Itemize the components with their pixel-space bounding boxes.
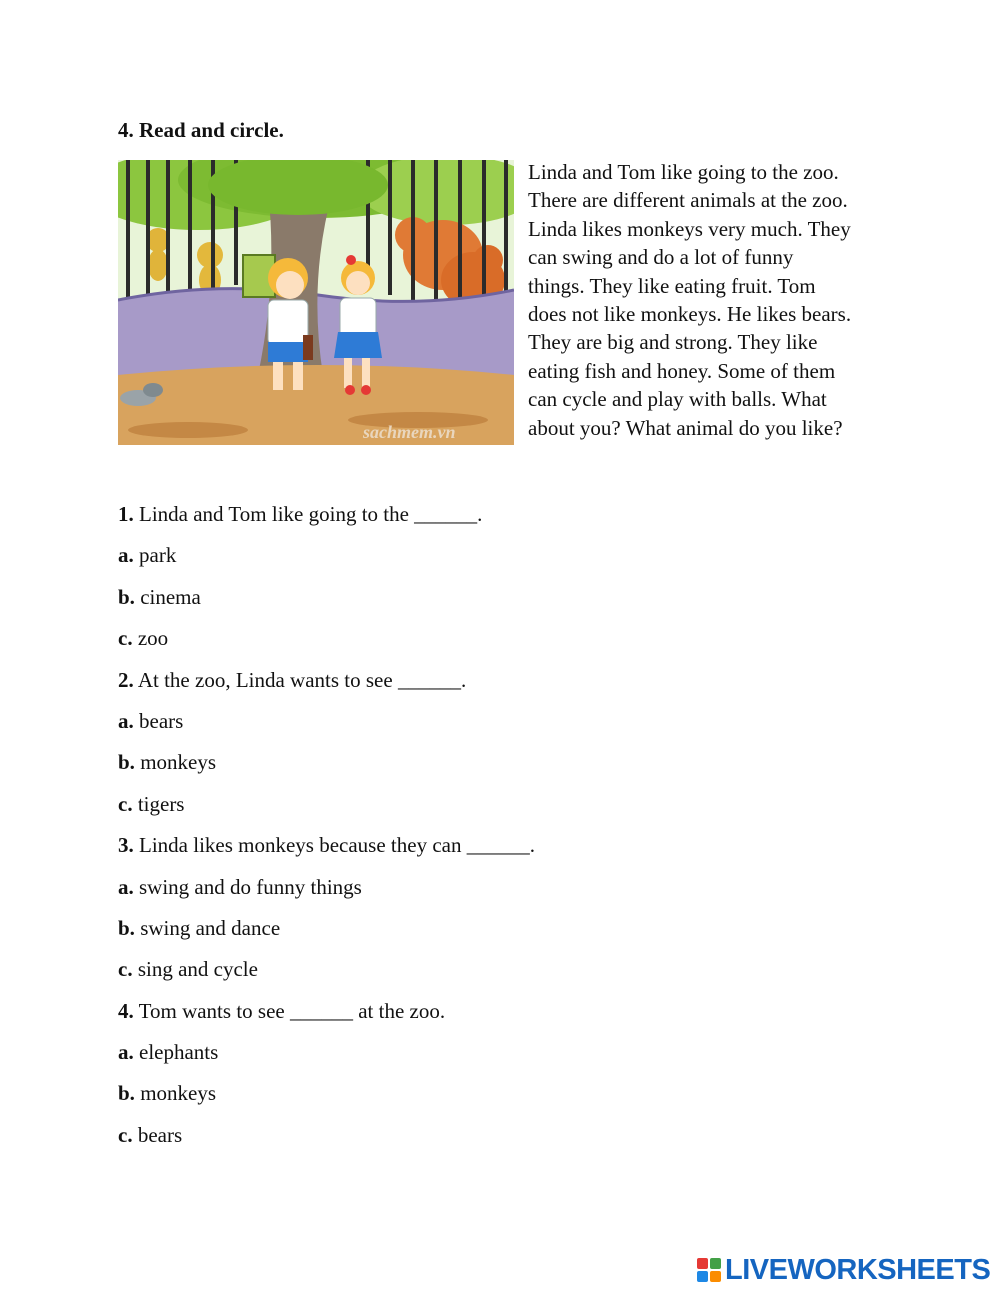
question-text: Tom wants to see ______ at the zoo. xyxy=(138,998,446,1023)
question-text: Linda likes monkeys because they can ______. xyxy=(139,833,535,858)
reading-passage xyxy=(528,158,900,442)
option-3a[interactable] xyxy=(118,875,818,916)
question-4 xyxy=(118,999,818,1040)
question-text: Linda and Tom like going to the ______. xyxy=(139,502,483,526)
option-2a[interactable] xyxy=(118,709,818,750)
question-number: 2. xyxy=(118,667,134,692)
question-3 xyxy=(118,833,818,874)
option-letter: c. xyxy=(118,626,133,651)
passage-line: can swing and do a lot of funny xyxy=(528,245,794,270)
question-2 xyxy=(118,668,818,709)
logo-tile-green xyxy=(710,1258,721,1269)
question-number: 4. xyxy=(118,998,134,1023)
question-number: 3. xyxy=(118,833,134,858)
option-text: monkeys xyxy=(140,1081,217,1106)
option-4a[interactable] xyxy=(118,1040,818,1081)
option-letter: b. xyxy=(118,915,135,940)
option-letter: a. xyxy=(118,1040,134,1065)
liveworksheets-logo-text: LIVEWORKSHEETS xyxy=(725,1253,991,1286)
logo-tile-blue xyxy=(697,1271,708,1282)
question-text: At the zoo, Linda wants to see ______. xyxy=(137,667,467,692)
option-letter: c. xyxy=(118,791,133,816)
passage-line: There are different animals at the zoo. xyxy=(528,188,848,213)
option-letter: b. xyxy=(118,584,135,609)
option-2b[interactable] xyxy=(118,750,818,791)
option-letter: c. xyxy=(118,1122,133,1147)
option-text: monkeys xyxy=(140,750,217,775)
option-3b[interactable] xyxy=(118,916,818,957)
zoo-illustration xyxy=(118,160,514,445)
passage-line: can cycle and play with balls. What xyxy=(528,387,827,412)
question-list xyxy=(118,502,818,1164)
question-number: 1. xyxy=(118,502,134,526)
passage-line: does not like monkeys. He likes bears. xyxy=(528,302,852,327)
option-text: park xyxy=(139,543,177,568)
passage-line: Linda likes monkeys very much. They xyxy=(528,216,851,241)
passage-line: eating fish and honey. Some of them xyxy=(528,358,836,383)
liveworksheets-logo-icon xyxy=(697,1258,721,1282)
option-4c[interactable] xyxy=(118,1123,818,1164)
option-letter: b. xyxy=(118,1081,135,1106)
option-letter: a. xyxy=(118,874,134,899)
option-text: bears xyxy=(137,1122,183,1147)
option-text: cinema xyxy=(140,584,201,609)
option-text: tigers xyxy=(137,791,185,816)
liveworksheets-logo[interactable] xyxy=(697,1254,990,1286)
option-letter: a. xyxy=(118,708,134,733)
option-text: sing and cycle xyxy=(137,957,258,982)
option-1c[interactable] xyxy=(118,626,818,667)
option-text: swing and dance xyxy=(140,915,281,940)
option-letter: c. xyxy=(118,957,133,982)
option-1a[interactable] xyxy=(118,543,818,584)
option-2c[interactable] xyxy=(118,792,818,833)
passage-line: They are big and strong. They like xyxy=(528,330,818,355)
illustration-watermark: sachmem.vn xyxy=(363,422,456,442)
question-1 xyxy=(118,502,818,543)
option-4b[interactable] xyxy=(118,1081,818,1122)
option-text: swing and do funny things xyxy=(139,874,362,899)
passage-line: about you? What animal do you like? xyxy=(528,415,843,440)
passage-line: Linda and Tom like going to the zoo. xyxy=(528,160,839,184)
logo-tile-orange xyxy=(710,1271,721,1282)
option-letter: a. xyxy=(118,543,134,568)
option-text: bears xyxy=(139,708,184,733)
option-text: elephants xyxy=(139,1040,219,1065)
option-text: zoo xyxy=(137,626,169,651)
logo-tile-red xyxy=(697,1258,708,1269)
zoo-scene-image xyxy=(118,160,514,445)
option-1b[interactable] xyxy=(118,585,818,626)
passage-line: things. They like eating fruit. Tom xyxy=(528,273,816,298)
option-letter: b. xyxy=(118,750,135,775)
exercise-heading: 4. Read and circle. xyxy=(118,118,284,142)
option-3c[interactable] xyxy=(118,957,818,998)
